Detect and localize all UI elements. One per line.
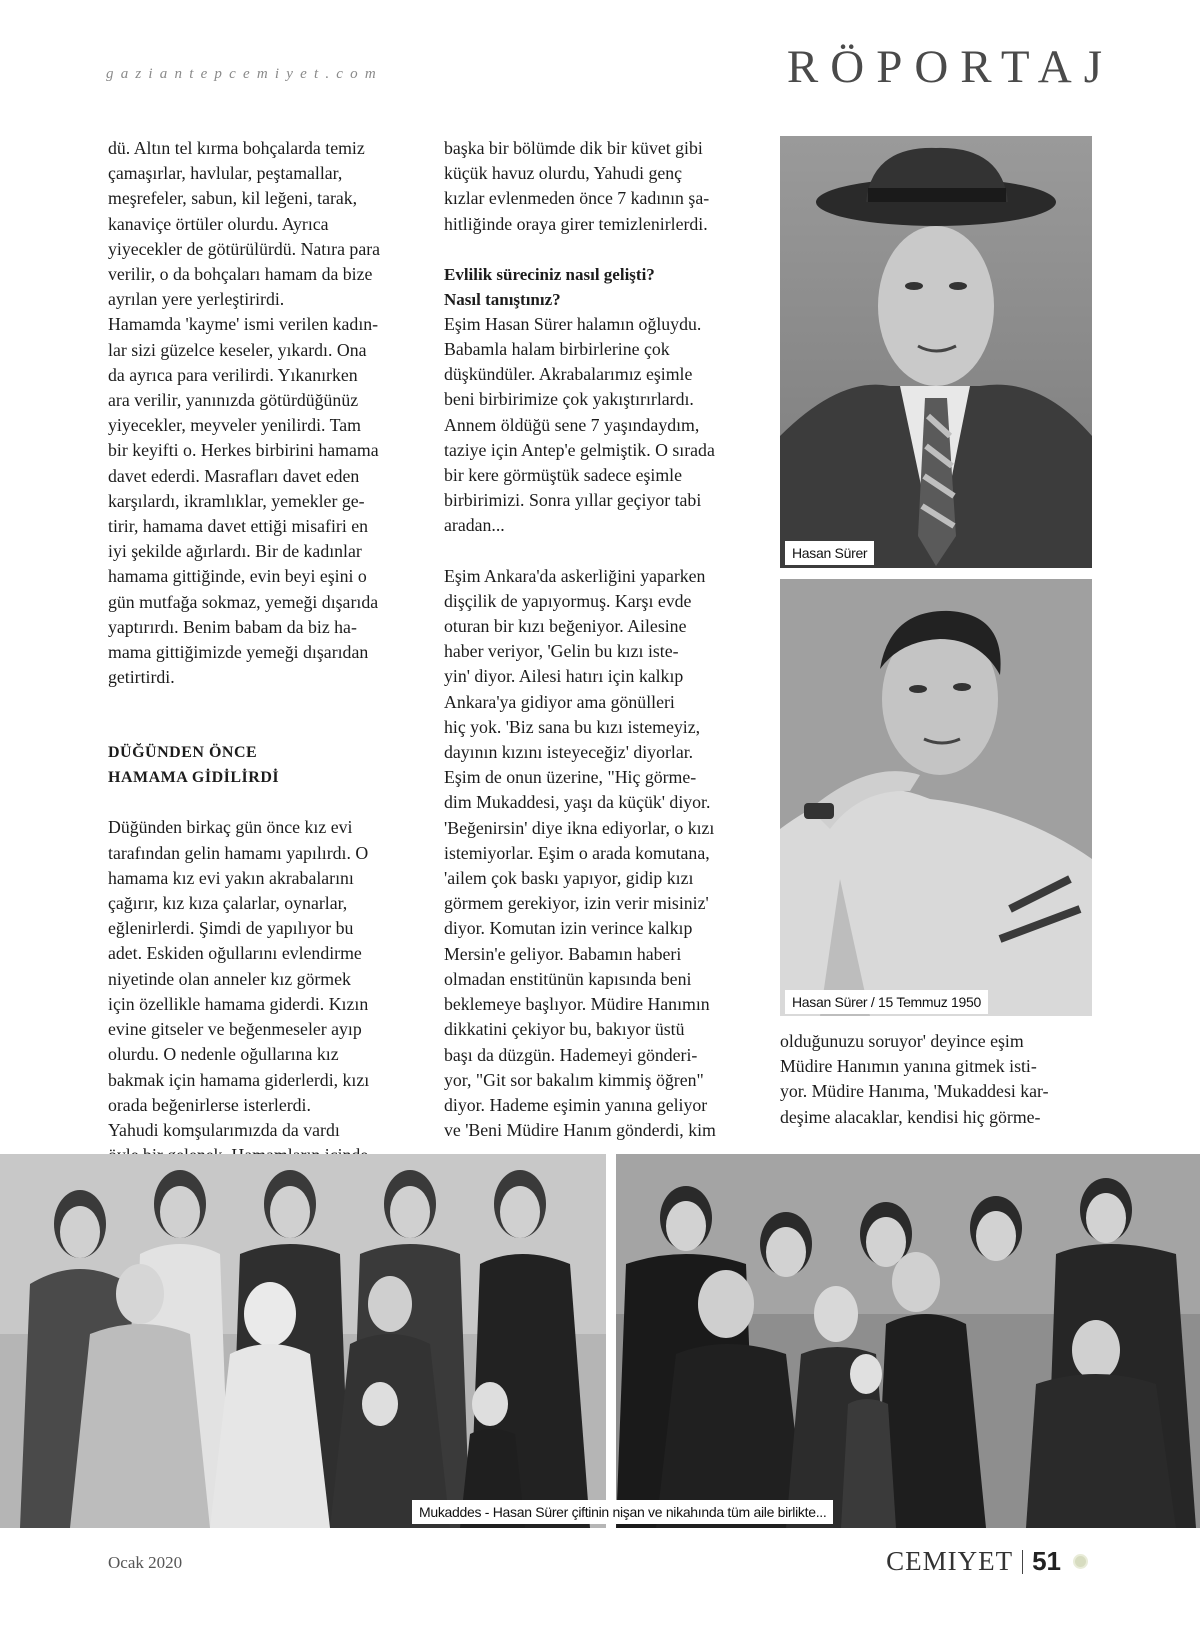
- text-line: davet ederdi. Masrafları davet eden: [108, 465, 360, 486]
- section-title: RÖPORTAJ: [786, 41, 1114, 93]
- text-line: dü. Altın tel kırma bohçalarda temiz: [108, 138, 365, 158]
- family-photo-right: [616, 1154, 1200, 1528]
- paragraph-lines-1: [108, 136, 420, 690]
- text-line: Annem öldüğü sene 7 yaşındaydım,: [444, 414, 700, 435]
- text-line: kızlar evlenmeden önce 7 kadının şa-: [444, 188, 710, 209]
- text-line: olduğunuzu soruyor' deyince eşim: [780, 1031, 1024, 1051]
- text-line: hamama kız evi yakın akrabalarını: [108, 867, 354, 888]
- photo-caption-3: Mukaddes - Hasan Sürer çiftinin nişan ve nikahında tüm aile birlikte...: [412, 1500, 833, 1524]
- text-line: iyi şekilde ağırlardı. Bir de kadınlar: [108, 541, 362, 562]
- text-line: Yahudi komşularımızda da vardı: [108, 1119, 340, 1140]
- text-line: hamama gittiğinde, evin beyi eşini o: [108, 566, 367, 587]
- text-line: gün mutfağa sokmaz, yemeği dışarıda: [108, 591, 379, 612]
- text-line: hitliğinde oraya girer temizlenirlerdi.: [444, 213, 708, 234]
- text-line: Hamamda 'kayme' ismi verilen kadın-: [108, 314, 379, 335]
- text-line: oturan bir kızı beğeniyor. Ailesine: [444, 616, 687, 637]
- text-line: mama gittiğimizde yemeği dışarıdan: [108, 642, 369, 663]
- divider: [1022, 1550, 1023, 1574]
- portrait-photo-hat: [780, 136, 1092, 568]
- family-photo-left: [0, 1154, 606, 1528]
- text-line: karşılardı, ikramlıklar, yemekler ge-: [108, 490, 365, 511]
- text-line: diyor. Komutan izin verince kalkıp: [444, 918, 693, 939]
- text-line: başı da düzgün. Hademeyi gönderi-: [444, 1044, 698, 1065]
- text-line: bir keyifti o. Herkes birbirini hamama: [108, 440, 379, 461]
- text-line: bir kere görmüştük sadece eşimle: [444, 465, 682, 486]
- text-column-2: [444, 136, 756, 1143]
- text-line: ve 'Beni Müdire Hanım gönderdi, kim: [444, 1120, 716, 1141]
- text-line: dim Mukaddesi, yaşı da küçük' diyor.: [444, 792, 711, 813]
- text-line: yaptırırdı. Benim babam da biz ha-: [108, 616, 357, 637]
- text-column-1: [108, 136, 420, 1168]
- text-line: bakmak için hamama giderlerdi, kızı: [108, 1069, 370, 1090]
- text-line: yin' diyor. Ailesi hatırı için kalkıp: [444, 666, 684, 687]
- text-line: yor, "Git sor bakalım kimmiş öğren": [444, 1069, 704, 1090]
- text-column-3: [780, 1029, 1092, 1130]
- paragraph-lines-2: [444, 312, 756, 539]
- text-line: 'Beğenirsin' diye ikna ediyorlar, o kızı: [444, 817, 715, 838]
- footer-brand-block: [886, 1546, 1088, 1577]
- text-line: için özellikle hamama giderdi. Kızın: [108, 993, 369, 1014]
- text-line: ara verilir, yanınızda götürdüğünüz: [108, 390, 359, 411]
- text-line: aradan...: [444, 515, 505, 536]
- text-line: ayrılan yere yerleştirirdi.: [108, 289, 285, 310]
- paragraph-lines-1: [444, 136, 756, 237]
- text-line: düşkündüler. Akrabalarımız eşimle: [444, 364, 693, 385]
- text-line: orada beğenirlerse isterlerdi.: [108, 1094, 311, 1115]
- text-line: küçük havuz olurdu, Yahudi genç: [444, 163, 683, 184]
- circle-ornament-icon: [1073, 1554, 1088, 1569]
- text-line: Eşim Ankara'da askerliğini yaparken: [444, 565, 706, 586]
- text-line: yiyecekler de götürülürdü. Natıra para: [108, 238, 381, 259]
- text-line: da ayrıca para verilirdi. Yıkanırken: [108, 364, 358, 385]
- text-line: birbirimizi. Sonra yıllar geçiyor tabi: [444, 490, 702, 511]
- photo-caption-2: Hasan Sürer / 15 Temmuz 1950: [785, 990, 988, 1014]
- text-line: beni birbirimize çok yakıştırırlardı.: [444, 389, 694, 410]
- text-line: dikkatini çekiyor bu, bakıyor üstü: [444, 1019, 685, 1040]
- text-line: Eşim Hasan Sürer halamın oğluydu.: [444, 313, 702, 334]
- text-line: Babamla halam birbirlerine çok: [444, 339, 670, 360]
- text-line: olurdu. O nedenle oğullarına kız: [108, 1044, 339, 1065]
- text-line: diyor. Hademe eşimin yanına geliyor: [444, 1094, 708, 1115]
- text-line: taziye için Antep'e gelmiştik. O sırada: [444, 439, 715, 460]
- text-line: deşime alacaklar, kendisi hiç görme-: [780, 1106, 1041, 1127]
- text-line: hiç yok. 'Biz sana bu kızı istemeyiz,: [444, 716, 701, 737]
- text-line: adet. Eskiden oğullarını evlendirme: [108, 943, 362, 964]
- text-line: evine gitseler ve beğenmeseler ayıp: [108, 1019, 362, 1040]
- text-line: Ankara'ya gidiyor ama gönülleri: [444, 691, 675, 712]
- text-line: kanaviçe örtüler olurdu. Ayrıca: [108, 213, 329, 234]
- text-line: olmadan enstitünün kapısında beni: [444, 968, 692, 989]
- site-url: gaziantepcemiyet.com: [106, 66, 383, 82]
- text-line: başka bir bölümde dik bir küvet gibi: [444, 138, 703, 158]
- text-line: çamaşırlar, havlular, peştamallar,: [108, 163, 343, 184]
- text-line: istemiyorlar. Eşim o arada komutana,: [444, 842, 710, 863]
- text-line: çağırır, kız kıza çalarlar, oynarlar,: [108, 893, 348, 914]
- portrait-photo-1950: [780, 579, 1092, 1016]
- text-line: eğlenirlerdi. Şimdi de yapılıyor bu: [108, 918, 354, 939]
- page-number: 51: [1032, 1546, 1061, 1576]
- interview-question: Evlilik süreciniz nasıl gelişti? Nasıl tanıştınız?: [444, 264, 655, 309]
- text-line: Müdire Hanımın yanına gitmek isti-: [780, 1056, 1037, 1077]
- text-line: lar sizi güzelce keseler, yıkardı. Ona: [108, 339, 367, 360]
- text-line: dişçilik de yapıyormuş. Karşı evde: [444, 590, 692, 611]
- text-line: meşrefeler, sabun, kil leğeni, tarak,: [108, 188, 358, 209]
- text-line: getirtirdi.: [108, 667, 175, 688]
- text-line: verilir, o da bohçaları hamam da bize: [108, 264, 373, 285]
- text-line: tarafından gelin hamamı yapılırdı. O: [108, 842, 369, 863]
- text-line: yor. Müdire Hanıma, 'Mukaddesi kar-: [780, 1081, 1049, 1102]
- text-line: haber veriyor, 'Gelin bu kızı iste-: [444, 641, 679, 662]
- text-line: Düğünden birkaç gün önce kız evi: [108, 817, 353, 838]
- issue-date: Ocak 2020: [108, 1553, 183, 1572]
- paragraph-lines-3: [444, 564, 756, 1144]
- text-line: dayının kızını isteyeceğiz' diyorlar.: [444, 742, 694, 763]
- text-line: görmem gerekiyor, izin verir misiniz': [444, 893, 709, 914]
- magazine-brand: CEMIYET: [886, 1546, 1014, 1576]
- text-line: Eşim de onun üzerine, "Hiç görme-: [444, 767, 697, 788]
- text-line: beklemeye başlıyor. Müdire Hanımın: [444, 994, 710, 1015]
- text-line: Mersin'e geliyor. Babamın haberi: [444, 943, 682, 964]
- text-line: niyetinde olan anneler kız görmek: [108, 968, 351, 989]
- text-line: tirir, hamama davet ettiği misafiri en: [108, 516, 368, 537]
- text-line: yiyecekler, meyveler yenilirdi. Tam: [108, 415, 361, 436]
- photo-caption-1: Hasan Sürer: [785, 541, 874, 565]
- text-line: 'ailem çok baskı yapıyor, gidip kızı: [444, 868, 694, 889]
- subheading: DÜĞÜNDEN ÖNCE HAMAMA GİDİLİRDİ: [108, 744, 280, 787]
- paragraph-lines: [780, 1029, 1092, 1130]
- paragraph-lines-2: [108, 815, 420, 1168]
